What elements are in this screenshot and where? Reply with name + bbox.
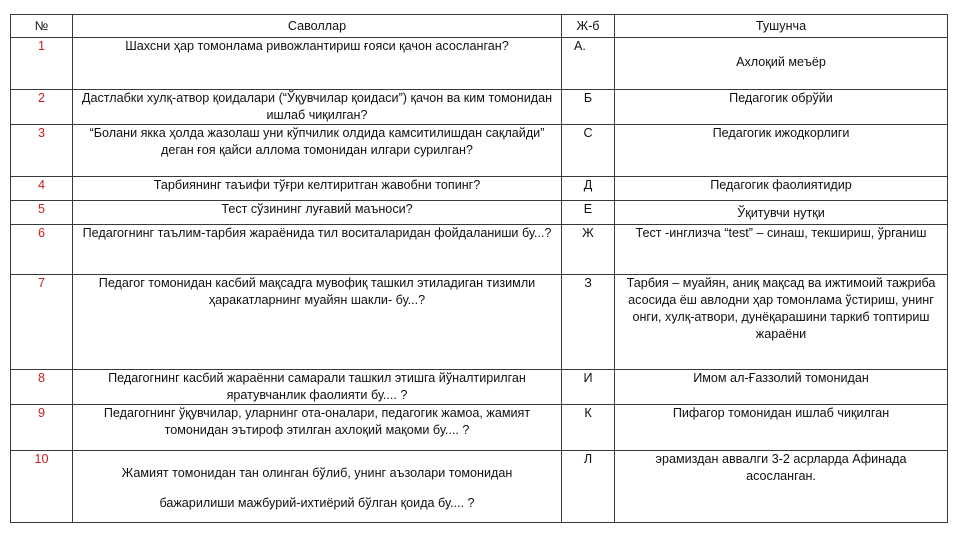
row-question-line: Жамият томонидан тан олинган бўлиб, унинг аъзолари томонидан [121,466,513,480]
row-concept: Пифагор томонидан ишлаб чиқилган [615,405,948,451]
row-concept: Тест -инглизча “test” – синаш, текшириш, ўрганиш [615,225,948,275]
row-number: 5 [11,201,73,225]
table-row [11,38,948,90]
table-row [11,225,948,275]
row-answer-letter: З [562,275,615,370]
row-number: 8 [11,370,73,405]
quiz-table [10,14,948,523]
row-concept: Имом ал-Ғаззолий томонидан [615,370,948,405]
row-number: 3 [11,125,73,177]
row-concept: эрамиздан аввалги 3-2 асрларда Афинада асосланган. [615,451,948,523]
row-concept: Педагогик ижодкорлиги [615,125,948,177]
table-row [11,201,948,225]
header-concept: Тушунча [615,15,948,38]
row-question: Тарбиянинг таъифи тўғри келтиритган жавобни топинг? [73,177,562,201]
row-answer-letter: А. [562,38,615,90]
row-number: 6 [11,225,73,275]
row-number: 10 [11,451,73,523]
row-answer-letter: И [562,370,615,405]
row-question: Педагогнинг касбий жараённи самарали ташкил этишга йўналтирилган яратувчанлик фаолияти бу.... ? [73,370,562,405]
table-row [11,451,948,523]
table-row [11,125,948,177]
row-question-line: бажарилиши мажбурий-ихтиёрий бўлган қоида бу.... ? [159,496,475,510]
row-answer-letter: Е [562,201,615,225]
row-answer-letter: Б [562,90,615,125]
row-concept: Ўқитувчи нутқи [615,201,948,225]
header-row [11,15,948,38]
row-question: Дастлабки хулқ-атвор қоидалари (“Ўқувчилар қоидаси”) қачон ва ким томонидан ишлаб чиқилган? [73,90,562,125]
table-row [11,370,948,405]
row-number: 2 [11,90,73,125]
row-question: Тест сўзининг луғавий маъноси? [73,201,562,225]
header-num: № [11,15,73,38]
row-question [73,451,562,523]
row-number: 9 [11,405,73,451]
row-question: “Болани якка ҳолда жазолаш уни кўпчилик олдида камситилишдан сақлайди” деган ғоя қайси аллома томонидан илгари сурилган? [73,125,562,177]
table-row [11,275,948,370]
row-answer-letter: Д [562,177,615,201]
row-answer-letter: Л [562,451,615,523]
row-number: 1 [11,38,73,90]
row-number: 4 [11,177,73,201]
table-row [11,405,948,451]
table-row [11,90,948,125]
row-question: Педагогнинг таълим-тарбия жараёнида тил воситаларидан фойдаланиши бу...? [73,225,562,275]
row-answer-letter: Ж [562,225,615,275]
row-concept: Тарбия – муайян, аниқ мақсад ва ижтимоий тажриба асосида ёш авлодни ҳар томонлама ўстириш, унинг онги, хулқ-атвори, дунёқарашини таркиб топтириш жараёни [615,275,948,370]
header-answer: Ж-б [562,15,615,38]
row-concept: Педагогик обрўйи [615,90,948,125]
header-question: Саволлар [73,15,562,38]
row-answer-letter: С [562,125,615,177]
row-number: 7 [11,275,73,370]
row-question: Педагог томонидан касбий мақсадга мувофиқ ташкил этиладиган тизимли ҳаракатларнинг муайян шакли- бу...? [73,275,562,370]
row-answer-letter: К [562,405,615,451]
row-question: Педагогнинг ўқувчилар, уларнинг ота-оналари, педагогик жамоа, жамият томонидан эътироф этилган ахлоқий мақоми бу.... ? [73,405,562,451]
row-concept: Ахлоқий меъёр [615,38,948,90]
row-concept: Педагогик фаолиятидир [615,177,948,201]
table-row [11,177,948,201]
row-question: Шахсни ҳар томонлама ривожлантириш ғояси қачон асосланган? [73,38,562,90]
